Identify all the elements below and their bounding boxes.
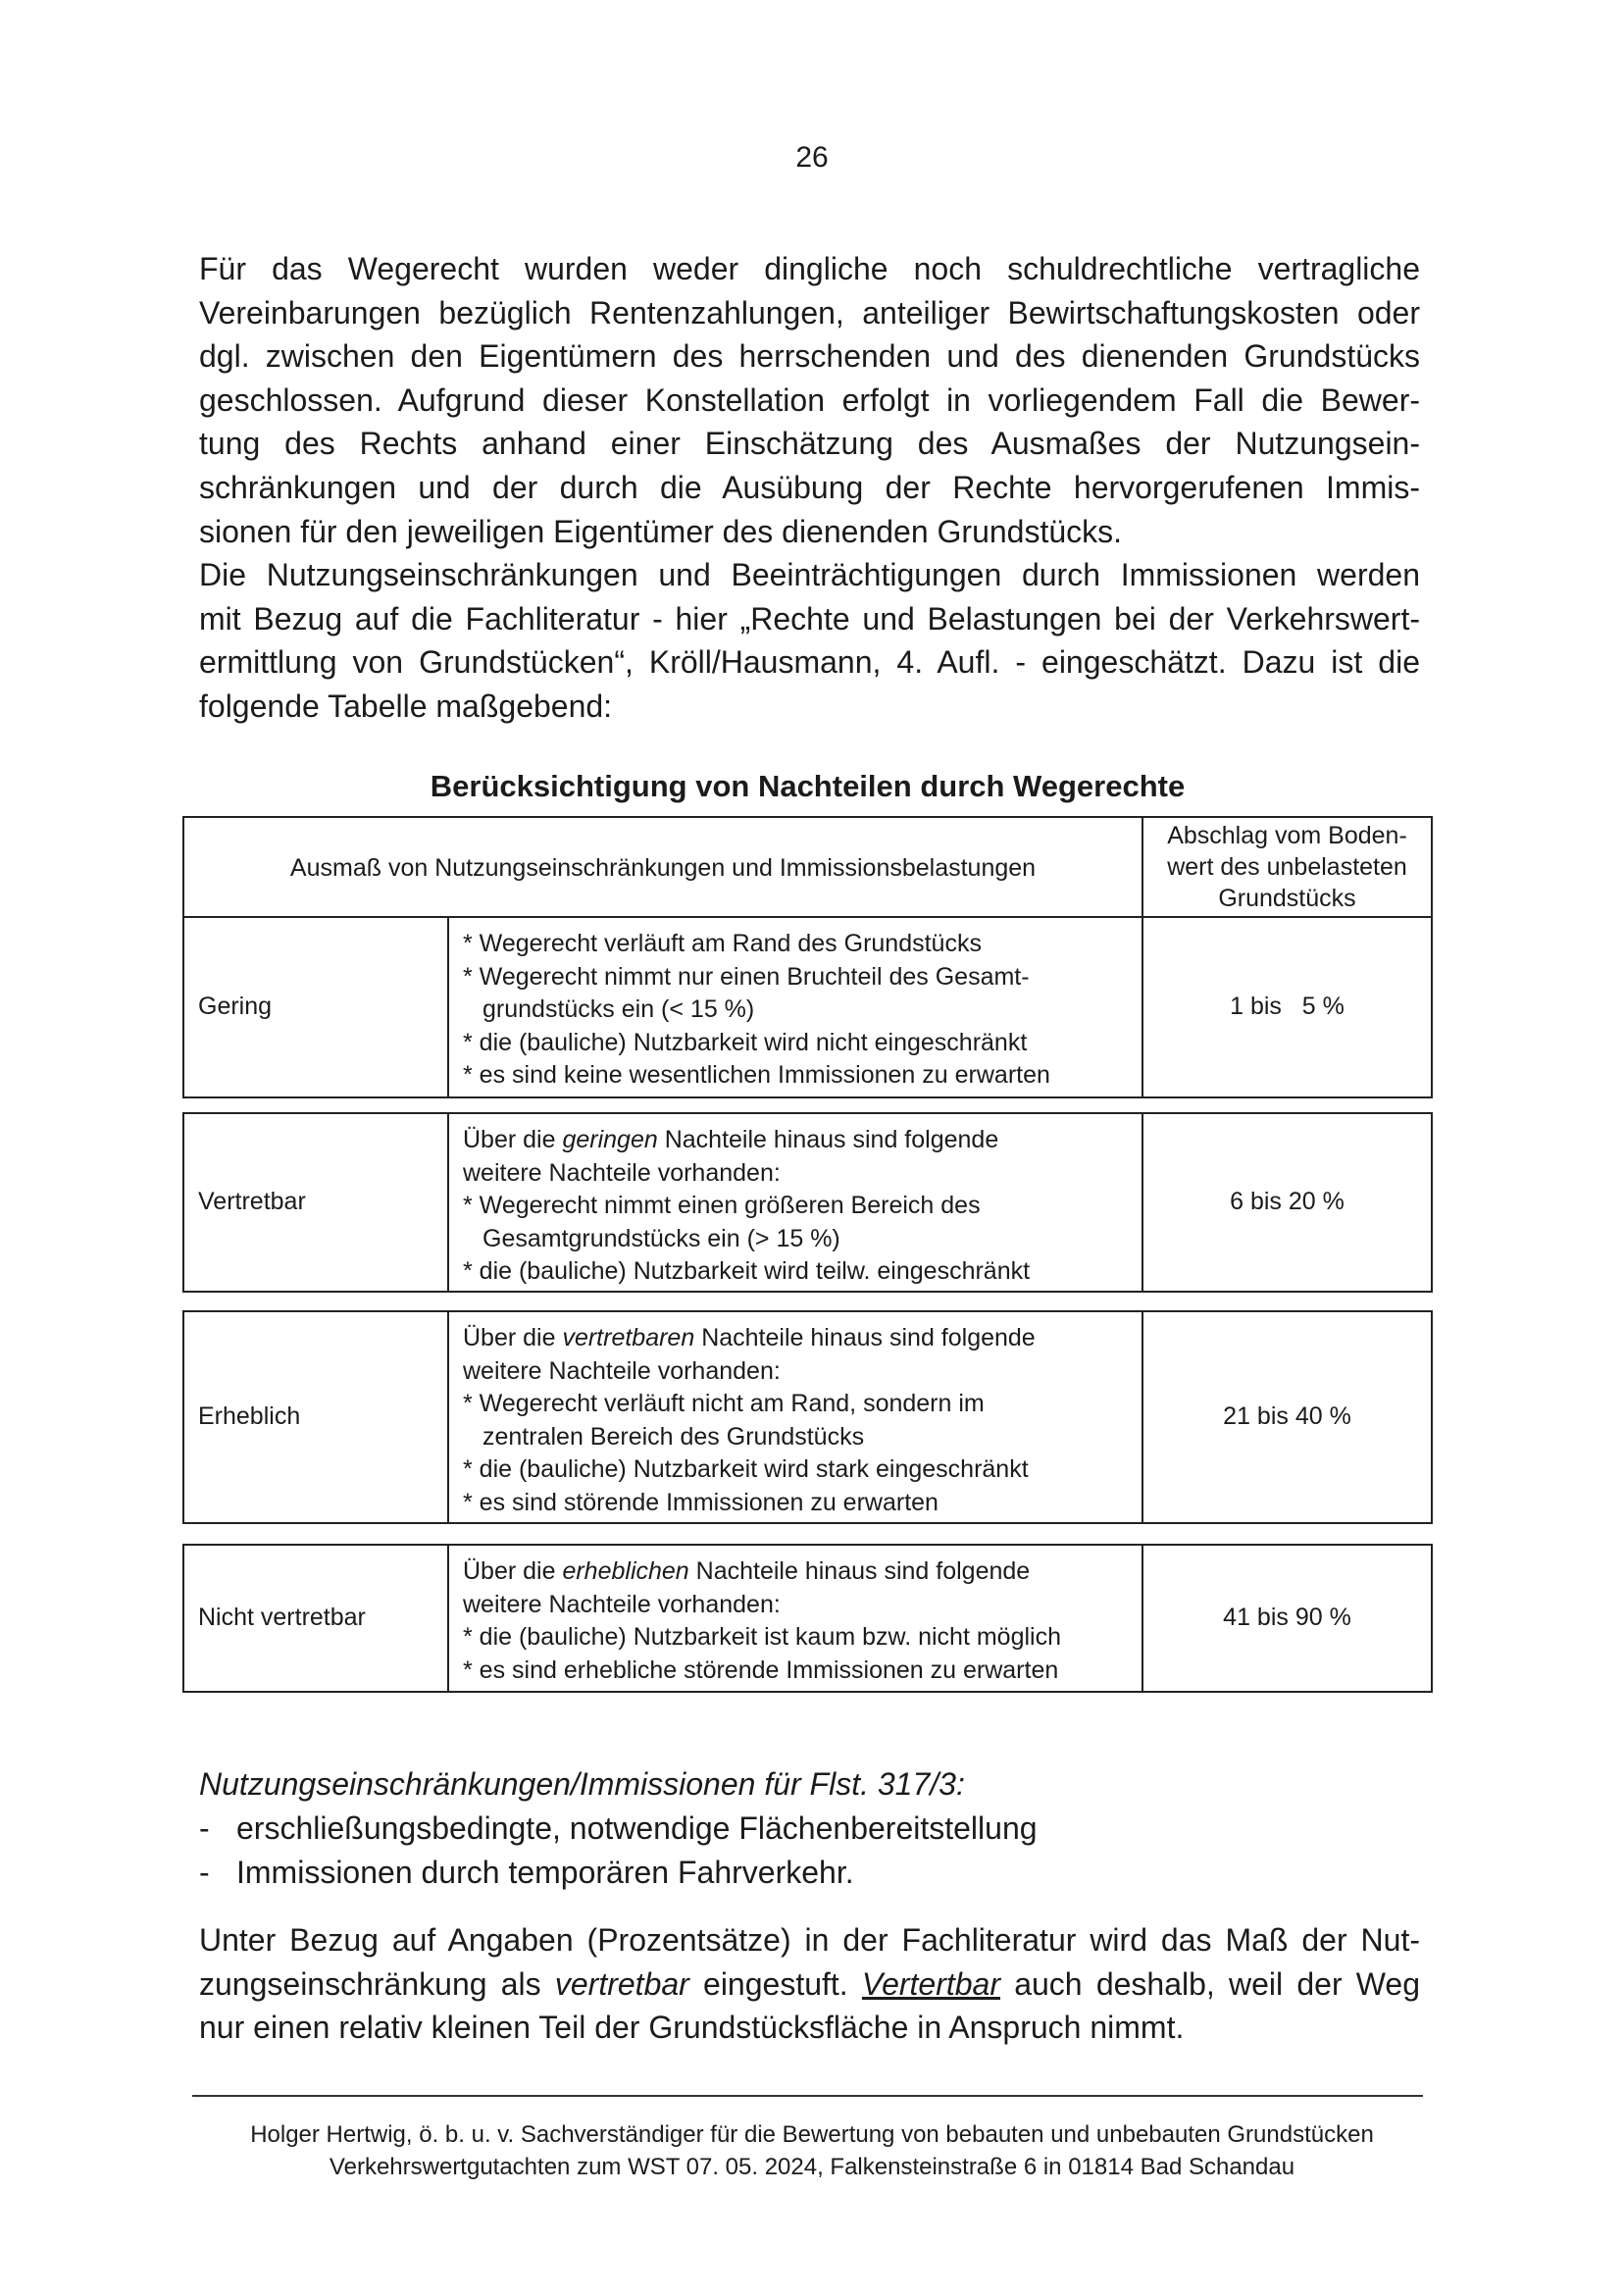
row-discount: 21 bis 40 % bbox=[1223, 1402, 1351, 1431]
text-line: schränkungen und der durch die Ausübung der Rechte hervorgerufenen Immis- bbox=[199, 469, 1420, 505]
text-line: Unter Bezug auf Angaben (Prozentsätze) in der Fachliteratur wird das Maß der Nut- bbox=[199, 1922, 1420, 1958]
desc-line: * die (bauliche) Nutzbarkeit ist kaum bzw. nicht möglich bbox=[463, 1623, 1061, 1651]
row-discount: 6 bis 20 % bbox=[1230, 1188, 1345, 1216]
table-row-erheblich bbox=[182, 1310, 1433, 1524]
desc-line: * die (bauliche) Nutzbarkeit wird teilw. eingeschränkt bbox=[463, 1257, 1031, 1285]
row-category: Erheblich bbox=[184, 1312, 449, 1522]
header-discount-line: wert des unbelasteten bbox=[1167, 853, 1407, 881]
text-line: Vereinbarungen bezüglich Rentenzahlungen, anteiliger Bewirtschaftungskosten oder bbox=[199, 294, 1420, 331]
row-category: Nicht vertretbar bbox=[184, 1546, 449, 1691]
desc-line: Über die geringen Nachteile hinaus sind folgende bbox=[463, 1126, 999, 1153]
bullet-list bbox=[199, 1807, 1038, 1894]
header-extent: Ausmaß von Nutzungseinschränkungen und Immissionsbelastungen bbox=[184, 818, 1143, 916]
desc-line: * Wegerecht nimmt nur einen Bruchteil des Gesamt- bbox=[463, 962, 1030, 991]
row-category: Gering bbox=[184, 918, 449, 1096]
row-discount: 41 bis 90 % bbox=[1223, 1604, 1351, 1632]
footer-line: Holger Hertwig, ö. b. u. v. Sachverständiger für die Bewertung von bebauten und unbebauten Grundstücken bbox=[250, 2121, 1374, 2148]
desc-line: weitere Nachteile vorhanden: bbox=[463, 1158, 781, 1187]
text-line: geschlossen. Aufgrund dieser Konstellation erfolgt in vorliegendem Fall die Bewer- bbox=[199, 382, 1420, 418]
footer-divider bbox=[192, 2095, 1423, 2097]
desc-line: weitere Nachteile vorhanden: bbox=[463, 1590, 781, 1618]
footer-line: Verkehrswertgutachten zum WST 07. 05. 2024, Falkensteinstraße 6 in 01814 Bad Schandau bbox=[329, 2154, 1295, 2180]
row-description bbox=[449, 1312, 1143, 1522]
desc-line: * es sind keine wesentlichen Immissionen zu erwarten bbox=[463, 1061, 1050, 1089]
row-description bbox=[449, 918, 1143, 1096]
row-discount: 1 bis 5 % bbox=[1230, 993, 1345, 1021]
text-line: zungseinschränkung als vertretbar eingestuft. Vertertbar auch deshalb, weil der Weg bbox=[199, 1965, 1421, 2002]
row-description bbox=[449, 1114, 1143, 1291]
intro-paragraph bbox=[199, 247, 1420, 729]
table-row-nicht-vertretbar bbox=[182, 1544, 1433, 1693]
header-discount-line: Abschlag vom Boden- bbox=[1167, 822, 1407, 849]
text-line: tung des Rechts anhand einer Einschätzung des Ausmaßes der Nutzungsein- bbox=[199, 426, 1420, 462]
desc-line: * es sind störende Immissionen zu erwarten bbox=[463, 1488, 939, 1516]
list-item: - erschließungsbedingte, notwendige Flächenbereitstellung bbox=[199, 1810, 1038, 1846]
desc-line: Über die erheblichen Nachteile hinaus sind folgende bbox=[463, 1557, 1031, 1585]
desc-line: * die (bauliche) Nutzbarkeit wird nicht eingeschränkt bbox=[463, 1028, 1028, 1056]
desc-line: grundstücks ein (< 15 %) bbox=[482, 995, 755, 1023]
section-subheading: Nutzungseinschränkungen/Immissionen für Flst. 317/3: bbox=[199, 1766, 965, 1802]
desc-line: * die (bauliche) Nutzbarkeit wird stark eingeschränkt bbox=[463, 1455, 1029, 1483]
text-line: folgende Tabelle maßgebend: bbox=[199, 688, 613, 724]
desc-line: * Wegerecht verläuft am Rand des Grundstücks bbox=[463, 930, 982, 957]
text-line: dgl. zwischen den Eigentümern des herrschenden und des dienenden Grundstücks bbox=[199, 338, 1420, 375]
table-row-vertretbar bbox=[182, 1112, 1433, 1293]
row-description bbox=[449, 1546, 1143, 1691]
desc-line: weitere Nachteile vorhanden: bbox=[463, 1356, 781, 1385]
desc-line: * es sind erhebliche störende Immissionen zu erwarten bbox=[463, 1656, 1059, 1684]
list-item: - Immissionen durch temporären Fahrverkehr. bbox=[199, 1854, 854, 1890]
desc-line: * Wegerecht nimmt einen größeren Bereich des bbox=[463, 1192, 981, 1219]
text-line: Für das Wegerecht wurden weder dingliche noch schuldrechtliche vertragliche bbox=[199, 251, 1420, 286]
text-line: Die Nutzungseinschränkungen und Beeinträchtigungen durch Immissionen werden bbox=[199, 557, 1420, 593]
header-discount bbox=[1143, 818, 1431, 916]
conclusion-paragraph bbox=[199, 1918, 1420, 2050]
table-header bbox=[182, 816, 1433, 918]
desc-line: zentralen Bereich des Grundstücks bbox=[482, 1422, 865, 1451]
table-row-gering bbox=[182, 916, 1433, 1098]
header-discount-line: Grundstücks bbox=[1218, 885, 1356, 912]
text-line: nur einen relativ kleinen Teil der Grundstücksfläche in Anspruch nimmt. bbox=[199, 2010, 1185, 2046]
table-title: Berücksichtigung von Nachteilen durch Wegerechte bbox=[430, 769, 1186, 803]
desc-line: Über die vertretbaren Nachteile hinaus sind folgende bbox=[463, 1324, 1036, 1351]
row-category: Vertretbar bbox=[184, 1114, 449, 1291]
desc-line: Gesamtgrundstücks ein (> 15 %) bbox=[482, 1224, 840, 1252]
desc-line: * Wegerecht verläuft nicht am Rand, sondern im bbox=[463, 1390, 985, 1417]
text-line: ermittlung von Grundstücken“, Kröll/Hausmann, 4. Aufl. - eingeschätzt. Dazu ist die bbox=[199, 644, 1420, 681]
page-number: 26 bbox=[795, 141, 829, 174]
page-footer bbox=[0, 2118, 1624, 2183]
text-line: mit Bezug auf die Fachliteratur - hier „Rechte und Belastungen bei der Verkehrswert- bbox=[199, 600, 1420, 637]
text-line: sionen für den jeweiligen Eigentümer des dienenden Grundstücks. bbox=[199, 513, 1123, 549]
